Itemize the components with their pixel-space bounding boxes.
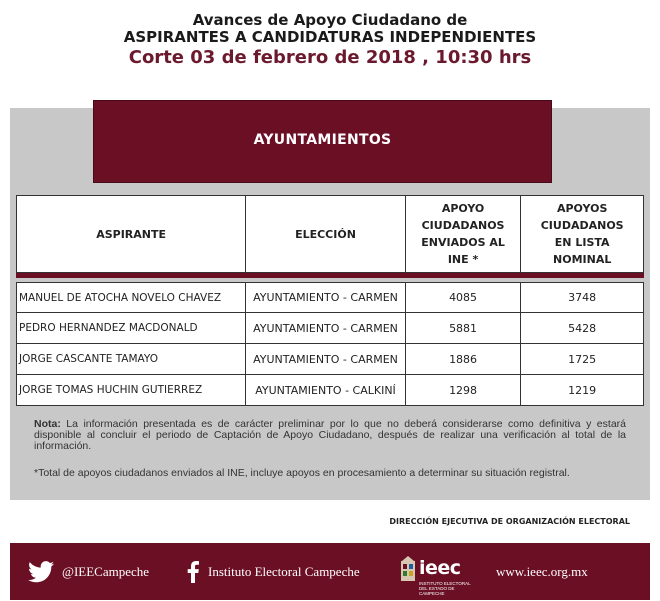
asterisk-note: *Total de apoyos ciudadanos enviados al INE, incluye apoyos en procesamiento a determinar su situación registral. [34,467,570,479]
facebook-link[interactable] [186,543,360,600]
cell-enviados: 1298 [406,375,522,405]
cell-eleccion: AYUNTAMIENTO - CALKINÍ [246,375,405,405]
header-enviados-line1: APOYO CIUDADANOS [421,202,505,232]
facebook-icon [186,561,200,583]
cell-lista: 1219 [568,383,597,397]
header-aspirante: ASPIRANTE [17,196,246,272]
cell-lista: 1725 [568,352,597,366]
header-lista-line1: APOYOS CIUDADANOS [540,202,624,232]
cell-eleccion: AYUNTAMIENTO - CARMEN [246,313,405,343]
table-row [16,282,644,313]
header-enviados-line2: ENVIADOS AL INE * [421,236,505,266]
twitter-handle: @IEECampeche [62,563,150,579]
twitter-icon [28,561,54,583]
department-name: DIRECCIÓN EJECUTIVA DE ORGANIZACIÓN ELECTORAL [389,517,630,526]
note-label: Nota: [34,418,61,430]
footer-bar [10,543,650,600]
website-url: www.ieec.org.mx [496,563,588,579]
note-text: La información presentada es de carácter preliminar por lo que no deberá considerarse como definitiva y estará disponible al concluir el periodo de Captación de Apoyo Ciudadano, después de realizar una verificación al total de la información. [34,418,626,452]
table-body [16,282,644,406]
cutoff-date: Corte 03 de febrero de 2018 , 10:30 hrs [128,47,532,68]
preliminary-note [34,419,626,452]
section-title: AYUNTAMIENTOS [253,132,392,148]
cell-aspirante: MANUEL DE ATOCHA NOVELO CHAVEZ [17,283,246,312]
title-line-1: Avances de Apoyo Ciudadano de [192,11,468,29]
cell-enviados: 1886 [406,344,522,374]
cell-aspirante: JORGE TOMAS HUCHIN GUTIERREZ [17,375,246,405]
page-header [0,12,660,70]
table-row [16,313,644,344]
cell-eleccion: AYUNTAMIENTO - CARMEN [246,283,405,312]
logo-wordmark: ieec [419,557,461,579]
cell-eleccion: AYUNTAMIENTO - CARMEN [246,344,405,374]
website-link[interactable] [496,543,588,600]
cell-lista: 5428 [568,321,597,335]
table-header [16,195,644,273]
header-lista-line2: EN LISTA NOMINAL [553,236,612,266]
cell-enviados: 4085 [406,283,522,312]
facebook-name: Instituto Electoral Campeche [208,563,360,579]
header-lista-nominal [521,196,643,272]
section-banner [93,100,552,183]
table-row [16,375,644,406]
twitter-link[interactable] [28,543,149,600]
title-line-2: ASPIRANTES A CANDIDATURAS INDEPENDIENTES [123,28,537,46]
ieec-logo [400,555,471,596]
logo-subtitle: INSTITUTO ELECTORAL DEL ESTADO DE CAMPECHE [419,581,471,596]
header-eleccion: ELECCIÓN [246,196,405,272]
cell-aspirante: PEDRO HERNANDEZ MACDONALD [17,313,246,343]
results-table [16,195,644,406]
cell-enviados: 5881 [406,313,522,343]
cell-aspirante: JORGE CASCANTE TAMAYO [17,344,246,374]
table-row [16,344,644,375]
seal-icon [400,555,416,585]
header-enviados [406,196,522,272]
cell-lista: 3748 [568,291,597,304]
